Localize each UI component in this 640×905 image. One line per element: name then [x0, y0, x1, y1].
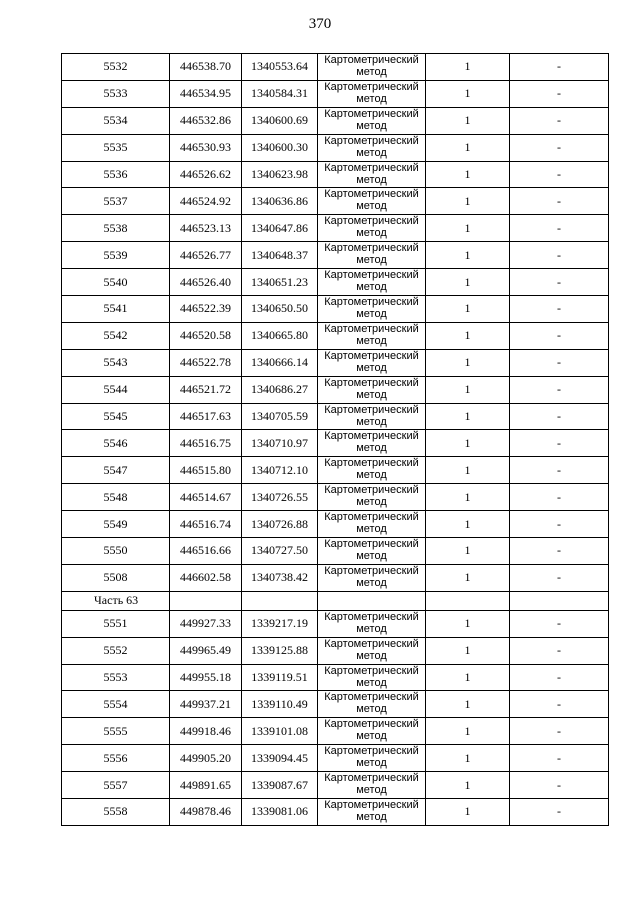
method-cell: [318, 54, 426, 81]
table-row: [62, 322, 609, 349]
note-cell: -: [510, 134, 609, 161]
note-cell: -: [510, 718, 609, 745]
accuracy-cell: 1: [426, 691, 510, 718]
coordinates-table-body: [62, 54, 609, 826]
y-coordinate-cell: 1340710.97: [242, 430, 318, 457]
accuracy-cell: 1: [426, 799, 510, 826]
note-cell: -: [510, 269, 609, 296]
method-text: [318, 745, 425, 770]
note-cell: -: [510, 538, 609, 565]
x-coordinate-cell: 446517.63: [170, 403, 242, 430]
method-line1: Картометрический: [324, 296, 419, 309]
method-line1: Картометрический: [324, 484, 419, 497]
method-line2: метод: [356, 92, 387, 105]
accuracy-cell: 1: [426, 296, 510, 323]
note-cell: -: [510, 564, 609, 591]
point-id-cell: 5556: [62, 745, 170, 772]
method-line1: Картометрический: [324, 54, 419, 66]
accuracy-cell: 1: [426, 511, 510, 538]
point-id-cell: 5549: [62, 511, 170, 538]
point-id-cell: 5532: [62, 54, 170, 81]
method-cell: [318, 637, 426, 664]
method-cell: [318, 296, 426, 323]
method-line2: метод: [356, 784, 387, 797]
method-line1: Картометрический: [324, 664, 419, 677]
method-cell: [318, 564, 426, 591]
y-coordinate-cell: 1340651.23: [242, 269, 318, 296]
section-empty-cell: [242, 591, 318, 610]
method-line1: Картометрический: [324, 538, 419, 551]
note-cell: -: [510, 745, 609, 772]
method-text: [318, 511, 425, 536]
method-text: [318, 772, 425, 797]
method-text: [318, 135, 425, 160]
method-line2: метод: [356, 227, 387, 240]
section-empty-cell: [170, 591, 242, 610]
y-coordinate-cell: 1339110.49: [242, 691, 318, 718]
note-cell: -: [510, 484, 609, 511]
point-id-cell: 5540: [62, 269, 170, 296]
method-text: [318, 691, 425, 716]
note-cell: -: [510, 242, 609, 269]
method-line1: Картометрический: [324, 161, 419, 174]
method-line2: метод: [356, 442, 387, 455]
point-id-cell: 5555: [62, 718, 170, 745]
method-text: [318, 215, 425, 240]
method-line1: Картометрический: [324, 80, 419, 93]
x-coordinate-cell: 446516.74: [170, 511, 242, 538]
point-id-cell: 5545: [62, 403, 170, 430]
x-coordinate-cell: 449955.18: [170, 664, 242, 691]
y-coordinate-cell: 1340648.37: [242, 242, 318, 269]
method-line2: метод: [356, 119, 387, 132]
y-coordinate-cell: 1340712.10: [242, 457, 318, 484]
y-coordinate-cell: 1340726.55: [242, 484, 318, 511]
method-cell: [318, 610, 426, 637]
method-cell: [318, 538, 426, 565]
section-empty-cell: [318, 591, 426, 610]
method-text: [318, 718, 425, 743]
x-coordinate-cell: 446514.67: [170, 484, 242, 511]
method-cell: [318, 718, 426, 745]
x-coordinate-cell: 446522.78: [170, 349, 242, 376]
accuracy-cell: 1: [426, 322, 510, 349]
point-id-cell: 5543: [62, 349, 170, 376]
method-text: [318, 799, 425, 824]
y-coordinate-cell: 1340665.80: [242, 322, 318, 349]
x-coordinate-cell: 446524.92: [170, 188, 242, 215]
y-coordinate-cell: 1340650.50: [242, 296, 318, 323]
table-row: [62, 484, 609, 511]
note-cell: -: [510, 107, 609, 134]
method-line1: Картометрический: [324, 242, 419, 255]
note-cell: -: [510, 799, 609, 826]
accuracy-cell: 1: [426, 215, 510, 242]
method-line2: метод: [356, 576, 387, 589]
point-id-cell: 5508: [62, 564, 170, 591]
method-line1: Картометрический: [324, 376, 419, 389]
y-coordinate-cell: 1340584.31: [242, 80, 318, 107]
accuracy-cell: 1: [426, 538, 510, 565]
table-row: [62, 349, 609, 376]
method-line1: Картометрический: [324, 745, 419, 758]
note-cell: -: [510, 188, 609, 215]
accuracy-cell: 1: [426, 107, 510, 134]
accuracy-cell: 1: [426, 242, 510, 269]
method-line1: Картометрический: [324, 610, 419, 623]
point-id-cell: 5533: [62, 80, 170, 107]
method-line1: Картометрический: [324, 511, 419, 524]
method-text: [318, 108, 425, 133]
y-coordinate-cell: 1340623.98: [242, 161, 318, 188]
note-cell: -: [510, 376, 609, 403]
method-line1: Картометрический: [324, 269, 419, 282]
method-text: [318, 162, 425, 187]
method-cell: [318, 484, 426, 511]
method-text: [318, 54, 425, 79]
method-line2: метод: [356, 523, 387, 536]
point-id-cell: 5557: [62, 772, 170, 799]
table-row: [62, 664, 609, 691]
y-coordinate-cell: 1340553.64: [242, 54, 318, 81]
method-line2: метод: [356, 146, 387, 159]
x-coordinate-cell: 449878.46: [170, 799, 242, 826]
y-coordinate-cell: 1339101.08: [242, 718, 318, 745]
accuracy-cell: 1: [426, 718, 510, 745]
method-line1: Картометрический: [324, 718, 419, 731]
method-line2: метод: [356, 757, 387, 770]
point-id-cell: 5544: [62, 376, 170, 403]
point-id-cell: 5538: [62, 215, 170, 242]
note-cell: -: [510, 403, 609, 430]
y-coordinate-cell: 1340727.50: [242, 538, 318, 565]
table-row: [62, 799, 609, 826]
note-cell: -: [510, 772, 609, 799]
y-coordinate-cell: 1340647.86: [242, 215, 318, 242]
method-cell: [318, 691, 426, 718]
method-line1: Картометрический: [324, 564, 419, 577]
table-row: [62, 637, 609, 664]
method-cell: [318, 107, 426, 134]
method-text: [318, 350, 425, 375]
method-cell: [318, 269, 426, 296]
table-row: [62, 718, 609, 745]
table-row: [62, 745, 609, 772]
note-cell: -: [510, 322, 609, 349]
method-line2: метод: [356, 811, 387, 824]
method-text: [318, 638, 425, 663]
x-coordinate-cell: 446516.66: [170, 538, 242, 565]
method-line1: Картометрический: [324, 134, 419, 147]
x-coordinate-cell: 449937.21: [170, 691, 242, 718]
accuracy-cell: 1: [426, 403, 510, 430]
method-line2: метод: [356, 730, 387, 743]
table-row: [62, 457, 609, 484]
note-cell: -: [510, 215, 609, 242]
method-text: [318, 81, 425, 106]
table-row: [62, 610, 609, 637]
accuracy-cell: 1: [426, 637, 510, 664]
section-label: Часть 63: [62, 591, 170, 610]
method-cell: [318, 134, 426, 161]
point-id-cell: 5550: [62, 538, 170, 565]
method-text: [318, 538, 425, 563]
x-coordinate-cell: 446521.72: [170, 376, 242, 403]
x-coordinate-cell: 449927.33: [170, 610, 242, 637]
accuracy-cell: 1: [426, 376, 510, 403]
x-coordinate-cell: 449891.65: [170, 772, 242, 799]
note-cell: -: [510, 161, 609, 188]
accuracy-cell: 1: [426, 161, 510, 188]
method-text: [318, 188, 425, 213]
section-empty-cell: [510, 591, 609, 610]
table-row: [62, 161, 609, 188]
y-coordinate-cell: 1339217.19: [242, 610, 318, 637]
method-line2: метод: [356, 254, 387, 267]
note-cell: -: [510, 511, 609, 538]
x-coordinate-cell: 446526.40: [170, 269, 242, 296]
x-coordinate-cell: 446516.75: [170, 430, 242, 457]
y-coordinate-cell: 1339119.51: [242, 664, 318, 691]
note-cell: -: [510, 296, 609, 323]
method-cell: [318, 457, 426, 484]
x-coordinate-cell: 446602.58: [170, 564, 242, 591]
point-id-cell: 5548: [62, 484, 170, 511]
x-coordinate-cell: 446526.62: [170, 161, 242, 188]
accuracy-cell: 1: [426, 134, 510, 161]
method-cell: [318, 799, 426, 826]
table-row: [62, 691, 609, 718]
y-coordinate-cell: 1340726.88: [242, 511, 318, 538]
x-coordinate-cell: 446532.86: [170, 107, 242, 134]
method-text: [318, 457, 425, 482]
x-coordinate-cell: 446530.93: [170, 134, 242, 161]
method-cell: [318, 161, 426, 188]
section-empty-cell: [426, 591, 510, 610]
method-cell: [318, 403, 426, 430]
method-text: [318, 665, 425, 690]
table-row: [62, 107, 609, 134]
method-line1: Картометрический: [324, 322, 419, 335]
coordinates-table: [61, 53, 609, 826]
method-cell: [318, 188, 426, 215]
method-line2: метод: [356, 173, 387, 186]
accuracy-cell: 1: [426, 772, 510, 799]
accuracy-cell: 1: [426, 54, 510, 81]
method-line1: Картометрический: [324, 637, 419, 650]
table-row: [62, 54, 609, 81]
method-line2: метод: [356, 415, 387, 428]
table-row: [62, 430, 609, 457]
point-id-cell: 5551: [62, 610, 170, 637]
y-coordinate-cell: 1340636.86: [242, 188, 318, 215]
method-line1: Картометрический: [324, 457, 419, 470]
table-row: [62, 538, 609, 565]
x-coordinate-cell: 446520.58: [170, 322, 242, 349]
method-text: [318, 484, 425, 509]
method-cell: [318, 745, 426, 772]
accuracy-cell: 1: [426, 80, 510, 107]
method-line1: Картометрический: [324, 430, 419, 443]
y-coordinate-cell: 1340600.69: [242, 107, 318, 134]
x-coordinate-cell: 446523.13: [170, 215, 242, 242]
method-line1: Картометрический: [324, 188, 419, 201]
method-text: [318, 611, 425, 636]
method-cell: [318, 80, 426, 107]
note-cell: -: [510, 430, 609, 457]
method-line2: метод: [356, 649, 387, 662]
method-line2: метод: [356, 703, 387, 716]
point-id-cell: 5546: [62, 430, 170, 457]
table-row: [62, 296, 609, 323]
note-cell: -: [510, 80, 609, 107]
y-coordinate-cell: 1339087.67: [242, 772, 318, 799]
table-row: [62, 403, 609, 430]
method-text: [318, 430, 425, 455]
method-text: [318, 242, 425, 267]
method-line1: Картометрический: [324, 349, 419, 362]
table-row: [62, 376, 609, 403]
x-coordinate-cell: 446538.70: [170, 54, 242, 81]
method-line2: метод: [356, 66, 387, 78]
method-line2: метод: [356, 388, 387, 401]
point-id-cell: 5539: [62, 242, 170, 269]
accuracy-cell: 1: [426, 664, 510, 691]
table-row: [62, 188, 609, 215]
method-cell: [318, 215, 426, 242]
method-text: [318, 323, 425, 348]
method-line2: метод: [356, 622, 387, 635]
x-coordinate-cell: 446534.95: [170, 80, 242, 107]
method-cell: [318, 349, 426, 376]
accuracy-cell: 1: [426, 188, 510, 215]
table-row: [62, 215, 609, 242]
note-cell: -: [510, 664, 609, 691]
table-row: [62, 269, 609, 296]
method-cell: [318, 242, 426, 269]
table-row: [62, 511, 609, 538]
method-cell: [318, 664, 426, 691]
point-id-cell: 5541: [62, 296, 170, 323]
method-cell: [318, 430, 426, 457]
note-cell: -: [510, 349, 609, 376]
y-coordinate-cell: 1340666.14: [242, 349, 318, 376]
point-id-cell: 5534: [62, 107, 170, 134]
point-id-cell: 5547: [62, 457, 170, 484]
section-row: [62, 591, 609, 610]
accuracy-cell: 1: [426, 269, 510, 296]
accuracy-cell: 1: [426, 430, 510, 457]
method-cell: [318, 511, 426, 538]
method-cell: [318, 772, 426, 799]
x-coordinate-cell: 446526.77: [170, 242, 242, 269]
x-coordinate-cell: 449965.49: [170, 637, 242, 664]
method-line2: метод: [356, 281, 387, 294]
point-id-cell: 5553: [62, 664, 170, 691]
method-line2: метод: [356, 496, 387, 509]
y-coordinate-cell: 1340705.59: [242, 403, 318, 430]
method-text: [318, 377, 425, 402]
method-line2: метод: [356, 308, 387, 321]
method-line1: Картометрический: [324, 215, 419, 228]
accuracy-cell: 1: [426, 564, 510, 591]
y-coordinate-cell: 1340686.27: [242, 376, 318, 403]
accuracy-cell: 1: [426, 745, 510, 772]
accuracy-cell: 1: [426, 457, 510, 484]
point-id-cell: 5552: [62, 637, 170, 664]
y-coordinate-cell: 1339094.45: [242, 745, 318, 772]
y-coordinate-cell: 1340600.30: [242, 134, 318, 161]
x-coordinate-cell: 446522.39: [170, 296, 242, 323]
method-cell: [318, 376, 426, 403]
method-line2: метод: [356, 676, 387, 689]
point-id-cell: 5536: [62, 161, 170, 188]
note-cell: -: [510, 54, 609, 81]
method-text: [318, 269, 425, 294]
table-row: [62, 772, 609, 799]
y-coordinate-cell: 1339125.88: [242, 637, 318, 664]
method-line1: Картометрический: [324, 772, 419, 785]
note-cell: -: [510, 457, 609, 484]
accuracy-cell: 1: [426, 610, 510, 637]
accuracy-cell: 1: [426, 484, 510, 511]
table-row: [62, 80, 609, 107]
method-line1: Картометрический: [324, 799, 419, 812]
point-id-cell: 5542: [62, 322, 170, 349]
method-text: [318, 404, 425, 429]
x-coordinate-cell: 449905.20: [170, 745, 242, 772]
note-cell: -: [510, 637, 609, 664]
method-line2: метод: [356, 361, 387, 374]
table-row: [62, 242, 609, 269]
method-line2: метод: [356, 200, 387, 213]
table-row: [62, 134, 609, 161]
accuracy-cell: 1: [426, 349, 510, 376]
point-id-cell: 5537: [62, 188, 170, 215]
point-id-cell: 5558: [62, 799, 170, 826]
method-text: [318, 296, 425, 321]
page-number: 370: [308, 16, 332, 32]
note-cell: -: [510, 610, 609, 637]
table-row: [62, 564, 609, 591]
x-coordinate-cell: 449918.46: [170, 718, 242, 745]
y-coordinate-cell: 1339081.06: [242, 799, 318, 826]
note-cell: -: [510, 691, 609, 718]
x-coordinate-cell: 446515.80: [170, 457, 242, 484]
method-line2: метод: [356, 550, 387, 563]
method-line1: Картометрический: [324, 107, 419, 120]
method-text: [318, 565, 425, 590]
method-line2: метод: [356, 469, 387, 482]
point-id-cell: 5535: [62, 134, 170, 161]
method-line1: Картометрический: [324, 403, 419, 416]
method-line2: метод: [356, 334, 387, 347]
method-line1: Картометрический: [324, 691, 419, 704]
point-id-cell: 5554: [62, 691, 170, 718]
method-cell: [318, 322, 426, 349]
y-coordinate-cell: 1340738.42: [242, 564, 318, 591]
